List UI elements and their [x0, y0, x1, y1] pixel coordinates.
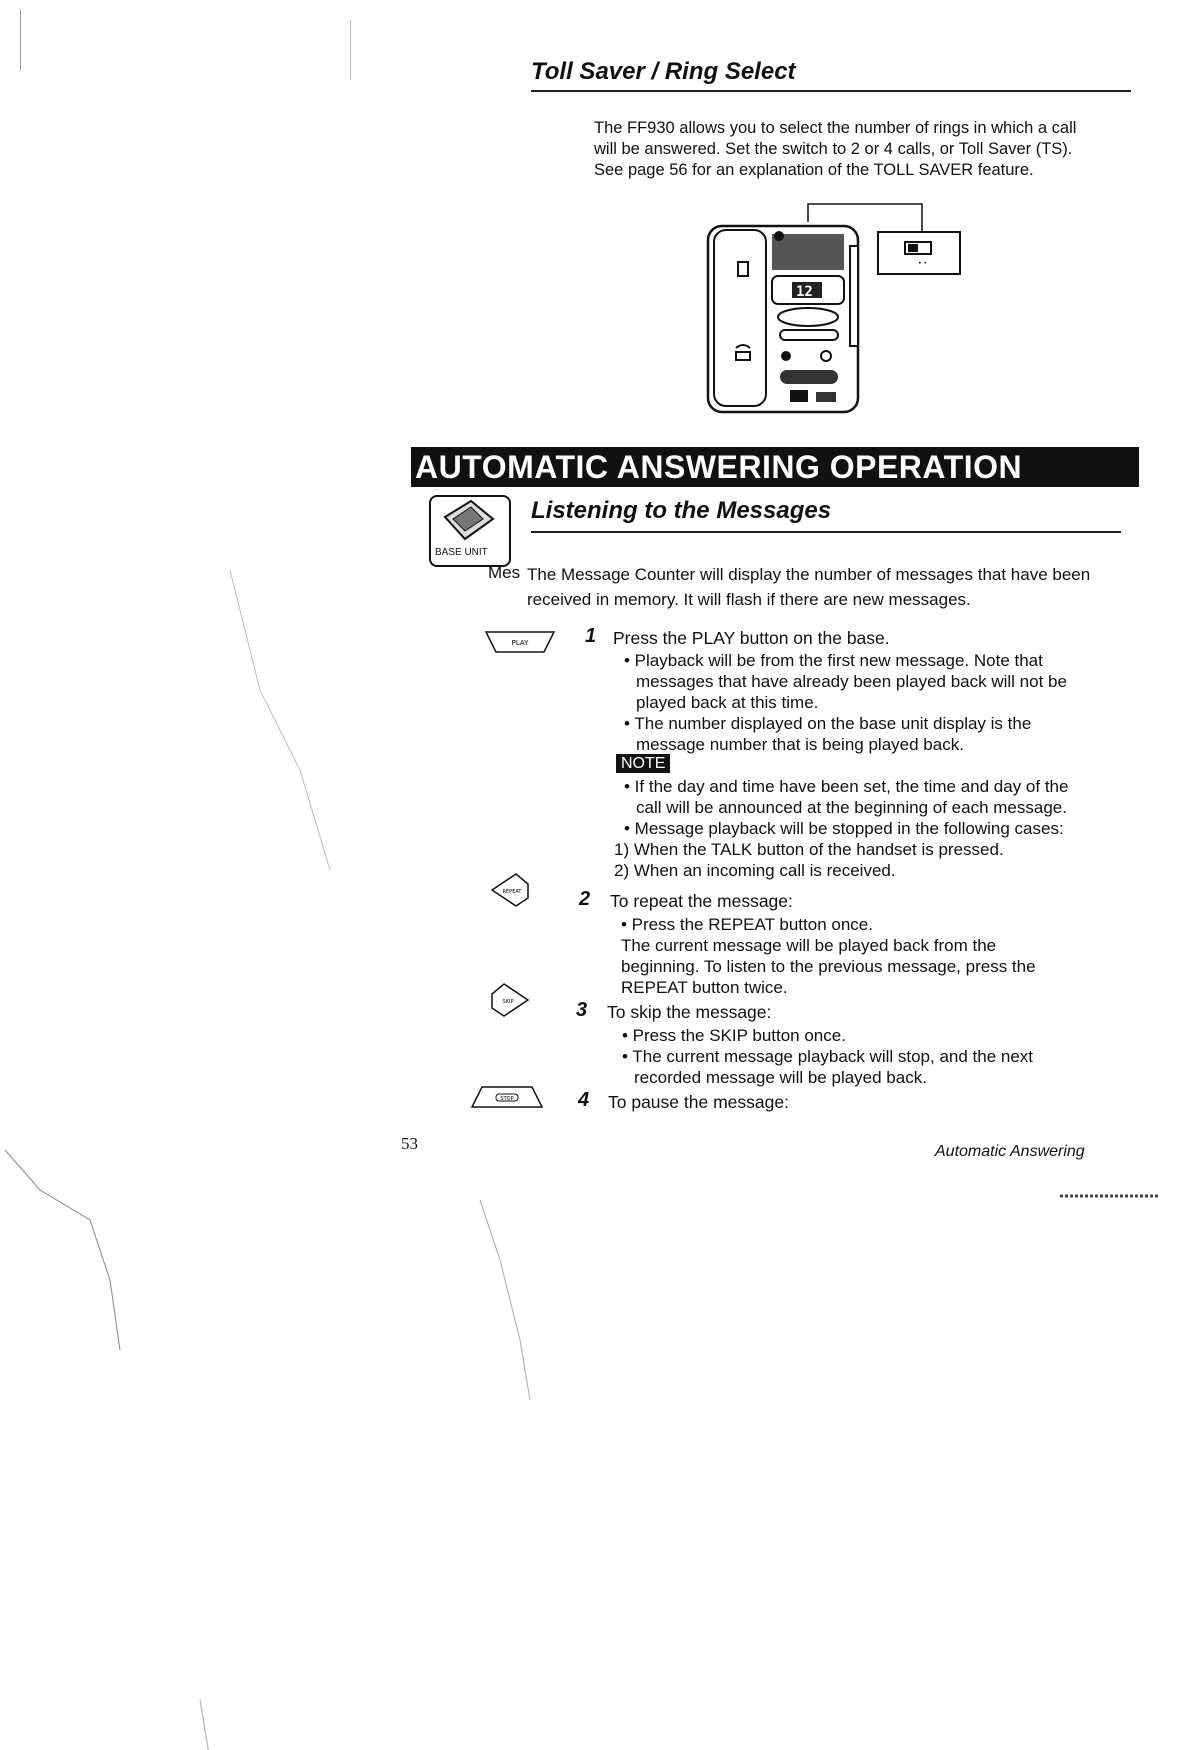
base-unit-icon-caption: BASE UNIT: [435, 547, 488, 558]
step-heading: Press the PLAY button on the base.: [613, 628, 890, 648]
step-body-line: • Press the SKIP button once.: [622, 1026, 846, 1045]
base-unit-icon-drawing: [431, 497, 507, 545]
note-line: • If the day and time have been set, the time and day of the: [624, 777, 1069, 796]
play-key-label: PLAY: [511, 639, 529, 647]
footer-section: Automatic Answering: [935, 1143, 1085, 1160]
step-number: 4: [578, 1089, 590, 1111]
step-heading: To skip the message:: [607, 1002, 772, 1022]
section-banner: AUTOMATIC ANSWERING OPERATION: [411, 447, 1139, 487]
toll-saver-line: The FF930 allows you to select the number of rings in which a call: [594, 119, 1077, 137]
step-body-line: messages that have already been played back will not be: [636, 672, 1067, 691]
step-body: [621, 914, 1141, 998]
step-body: [622, 1025, 1142, 1088]
toll-saver-line: will be answered. Set the switch to 2 or 4 calls, or Toll Saver (TS).: [594, 140, 1073, 158]
step-heading: To pause the message:: [608, 1092, 789, 1112]
listening-title: Listening to the Messages: [531, 497, 832, 524]
svg-text:12: 12: [796, 284, 813, 300]
repeat-key-label: REPEAT: [502, 889, 522, 895]
step-body-line: • The current message playback will stop, and the next: [622, 1047, 1034, 1066]
scan-artifact: [20, 10, 21, 70]
scan-artifact: [220, 570, 340, 970]
note-badge: NOTE: [616, 754, 670, 773]
step-body-line: • Press the REPEAT button once.: [621, 915, 873, 934]
step-number: 1: [585, 625, 597, 647]
stop-key-label: STOP: [500, 1096, 514, 1102]
note-line: 2) When an incoming call is received.: [614, 861, 896, 880]
page-number: 53: [401, 1134, 418, 1153]
listening-intro-line: received in memory. It will flash if there are new messages.: [527, 590, 971, 609]
note-line: 1) When the TALK button of the handset is pressed.: [614, 840, 1004, 859]
listening-intro-line: The Message Counter will display the number of messages that have been: [527, 565, 1091, 584]
step-body-line: played back at this time.: [636, 693, 819, 712]
step-body-line: REPEAT button twice.: [621, 978, 788, 997]
note-line: call will be announced at the beginning of each message.: [636, 798, 1067, 817]
step-body-line: The current message will be played back from the: [621, 936, 997, 955]
listening-intro: [527, 562, 1147, 612]
toll-saver-title: Toll Saver / Ring Select: [531, 58, 796, 85]
base-unit-illustration: [700, 200, 970, 420]
step-body-line: beginning. To listen to the previous message, press the: [621, 957, 1036, 976]
play-key-icon: [484, 630, 556, 654]
svg-text:• •: • •: [918, 260, 927, 267]
step-body-line: recorded message will be played back.: [634, 1068, 927, 1087]
step-heading: To repeat the message:: [610, 891, 793, 911]
step-body-line: message number that is being played back.: [636, 735, 964, 754]
scan-artifact: [470, 1200, 590, 1500]
scan-artifact: [350, 20, 351, 80]
listening-intro-lead: Mes: [488, 563, 521, 582]
step-number: 3: [576, 999, 588, 1021]
note-line: • Message playback will be stopped in the following cases:: [624, 819, 1064, 838]
scan-artifact: [1060, 1190, 1170, 1202]
base-unit-icon: [429, 495, 511, 567]
listening-rule: [531, 531, 1121, 533]
step-body: [624, 650, 1144, 755]
skip-key-icon: [488, 982, 532, 1018]
skip-key-label: SKIP: [502, 999, 514, 1005]
stop-key-icon: [470, 1085, 544, 1109]
toll-saver-text: [594, 118, 1154, 181]
scan-artifact: [0, 1150, 300, 1750]
note-body: [614, 776, 1144, 881]
toll-saver-rule: [531, 90, 1131, 92]
step-body-line: • Playback will be from the first new message. Note that: [624, 651, 1043, 670]
step-number: 2: [579, 888, 591, 910]
toll-saver-line: See page 56 for an explanation of the TOLL SAVER feature.: [594, 161, 1034, 179]
repeat-key-icon: [488, 872, 532, 908]
step-body-line: • The number displayed on the base unit display is the: [624, 714, 1032, 733]
